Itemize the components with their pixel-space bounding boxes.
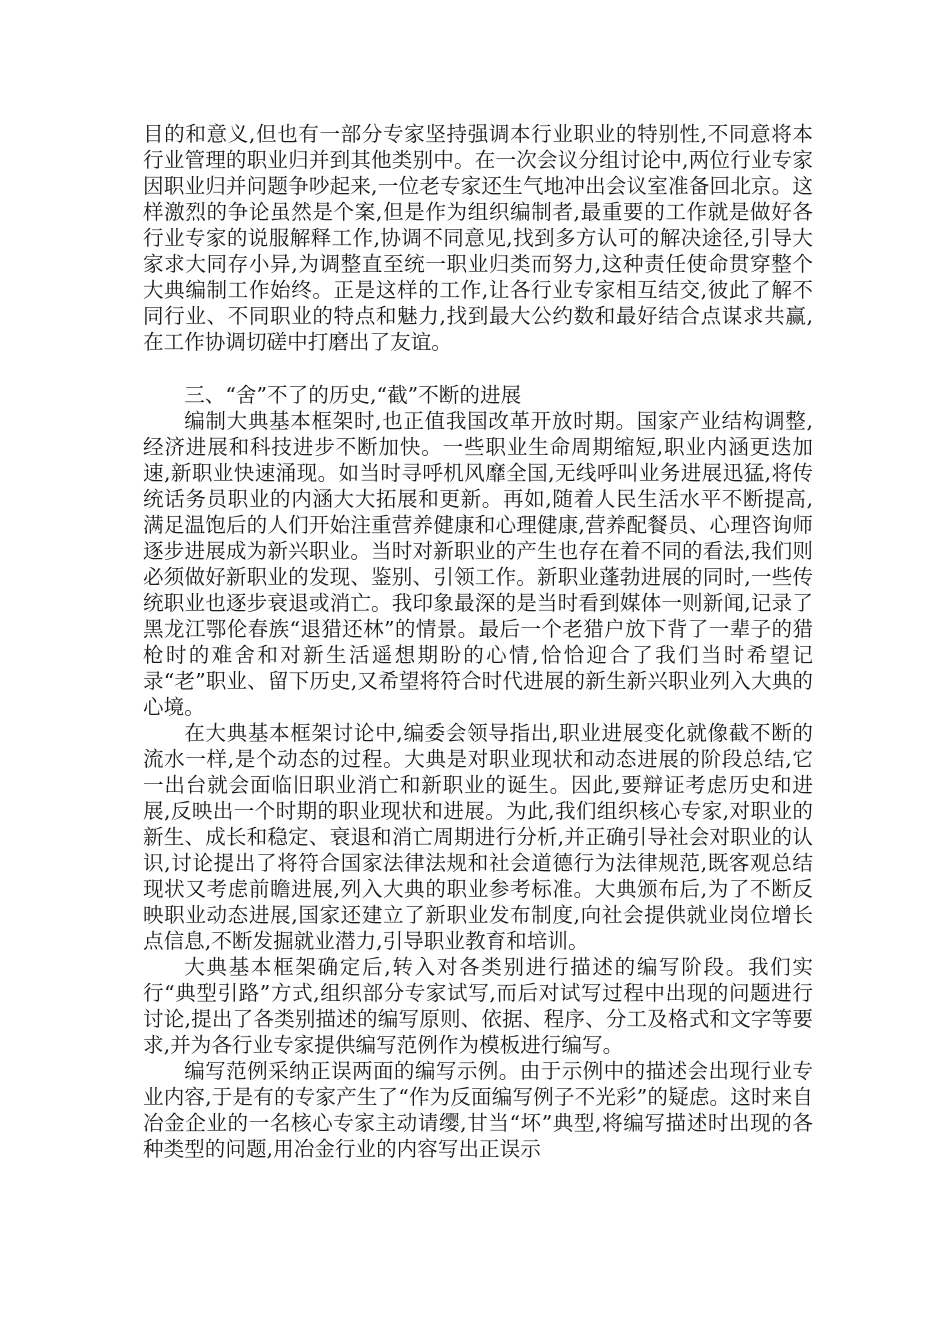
- paragraph-continued: 目的和意义,但也有一部分专家坚持强调本行业职业的特别性,不同意将本行业管理的职业归并到其他类别中。在一次会议分组讨论中,两位行业专家因职业归并问题争吵起来,一位老专家还生气地冲出会议室准备回北京。这样激烈的争论虽然是个案,但是作为组织编制者,最重要的工作就是做好各行业专家的说服解释工作,协调不同意见,找到多方认可的解决途径,引导大家求大同存小异,为调整直至统一职业归类而努力,这种责任使命贯穿整个大典编制工作始终。正是这样的工作,让各行业专家相互结交,彼此了解不同行业、不同职业的特点和魅力,找到最大公约数和最好结合点谋求共赢,在工作协调切磋中打磨出了友谊。: [143, 122, 813, 354]
- section-heading: 三、“舍”不了的历史,“截”不断的进展: [184, 383, 522, 407]
- document-page: [143, 121, 813, 1162]
- paragraph: 编写范例采纳正误两面的编写示例。由于示例中的描述会出现行业专业内容,于是有的专家产生了“作为反面编写例子不光彩”的疑虑。这时来自冶金企业的一名核心专家主动请缨,甘当“坏”典型,将编写描述时出现的各种类型的问题,用冶金行业的内容写出正误示: [143, 1059, 813, 1161]
- paragraph: 大典基本框架确定后,转入对各类别进行描述的编写阶段。我们实行“典型引路”方式,组织部分专家试写,而后对试写过程中出现的问题进行讨论,提出了各类别描述的编写原则、依据、程序、分工及格式和文字等要求,并为各行业专家提供编写范例作为模板进行编写。: [143, 955, 813, 1057]
- paragraph: 在大典基本框架讨论中,编委会领导指出,职业进展变化就像截不断的流水一样,是个动态的过程。大典是对职业现状和动态进展的阶段总结,它一出台就会面临旧职业消亡和新职业的诞生。因此,要辩证考虑历史和进展,反映出一个时期的职业现状和进展。为此,我们组织核心专家,对职业的新生、成长和稳定、衰退和消亡周期进行分析,并正确引导社会对职业的认识,讨论提出了将符合国家法律法规和社会道德行为法律规范,既客观总结现状又考虑前瞻进展,列入大典的职业参考标准。大典颁布后,为了不断反映职业动态进展,国家还建立了新职业发布制度,向社会提供就业岗位增长点信息,不断发掘就业潜力,引导职业教育和培训。: [143, 721, 813, 953]
- paragraph: 编制大典基本框架时,也正值我国改革开放时期。国家产业结构调整,经济进展和科技进步不断加快。一些职业生命周期缩短,职业内涵更迭加速,新职业快速涌现。如当时寻呼机风靡全国,无线呼叫业务进展迅猛,将传统话务员职业的内涵大大拓展和更新。再如,随着人民生活水平不断提高,满足温饱后的人们开始注重营养健康和心理健康,营养配餐员、心理咨询师逐步进展成为新兴职业。当时对新职业的产生也存在着不同的看法,我们则必须做好新职业的发现、鉴别、引领工作。新职业蓬勃进展的同时,一些传统职业也逐步衰退或消亡。我印象最深的是当时看到媒体一则新闻,记录了黑龙江鄂伦春族“退猎还林”的情景。最后一个老猎户放下背了一辈子的猎枪时的难舍和对新生活遥想期盼的心情,恰恰迎合了我们当时希望记录“老”职业、留下历史,又希望将符合时代进展的新生新兴职业列入大典的心境。: [143, 409, 813, 719]
